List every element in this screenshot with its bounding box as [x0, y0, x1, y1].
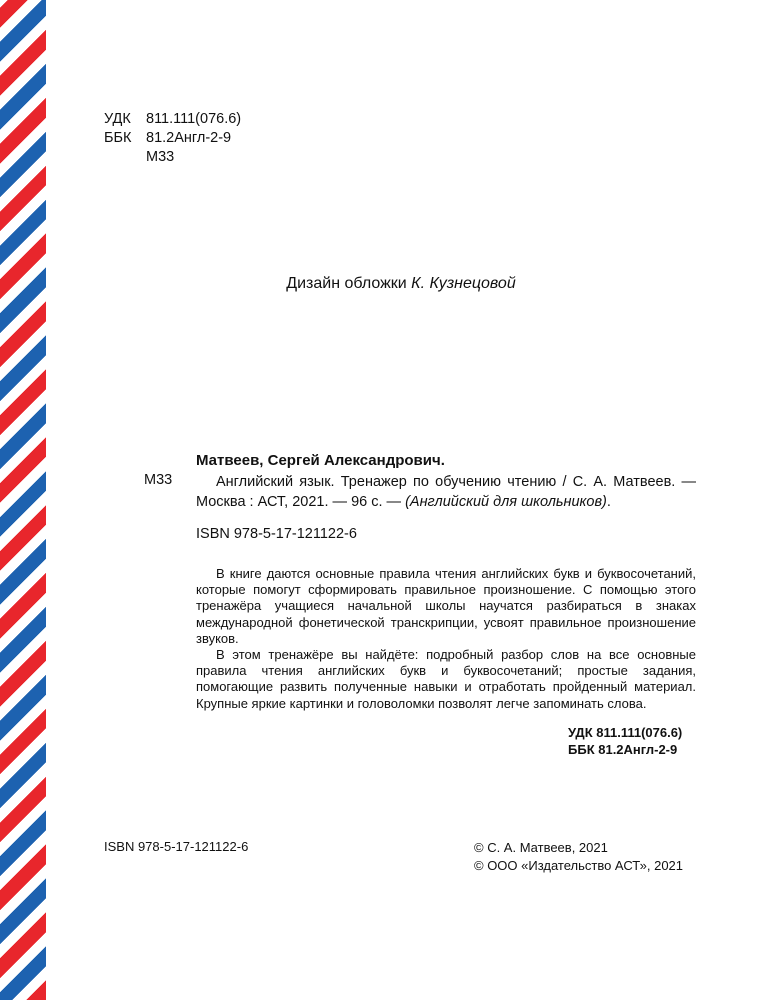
- cover-design-credit: Дизайн обложки К. Кузнецовой: [286, 275, 516, 292]
- bbk-label: ББК: [104, 130, 132, 146]
- record-isbn: ISBN 978-5-17-121122-6: [196, 526, 357, 542]
- author-mark: М33: [146, 149, 175, 165]
- annotation-paragraph-1: В книге даются основные правила чтения английских букв и буквосочетаний, которые помогут сформировать правильное произношение. С помощью этого тренажёра учащиеся начальной школы научатся разбираться в знаках международной фонетической транскрипции, усвоят правильное произношение звуков.: [196, 566, 696, 646]
- designer-name: К. Кузнецовой: [411, 275, 516, 292]
- udk-code: УДК 811.111(076.6): [568, 725, 683, 740]
- annotation-paragraph-2: В этом тренажёре вы найдёте: подробный разбор слов на все основные правила чтения английских букв и буквосочетаний; простые задания, помогающие развить полученные навыки и отработать пройденный материал. Крупные яркие картинки и головоломки позволят легче запоминать слова.: [196, 647, 696, 711]
- udk-value: 811.111(076.6): [146, 111, 242, 127]
- bib-line-1: Английский язык. Тренажер по обучению чтению / С. А. Матвеев. —: [216, 474, 696, 490]
- decorative-stripe-border: [0, 0, 46, 1000]
- bibliographic-description: [196, 472, 696, 512]
- record-author: Матвеев, Сергей Александрович.: [196, 452, 445, 469]
- classification-codes-footer: [496, 724, 696, 758]
- copyright-block: [474, 839, 683, 875]
- copyright-publisher: © ООО «Издательство АСТ», 2021: [474, 858, 684, 873]
- udk-label: УДК: [104, 111, 131, 127]
- classification-codes-header: [104, 110, 241, 167]
- bbk-code: ББК 81.2Англ-2-9: [568, 742, 678, 757]
- bib-line-2: Москва : АСТ, 2021. — 96 с. — (Английский для школьников).: [196, 494, 611, 510]
- copyright-author: © С. А. Матвеев, 2021: [474, 840, 608, 855]
- footer-isbn: ISBN 978-5-17-121122-6: [104, 839, 249, 854]
- annotation: [196, 566, 696, 712]
- series-title: (Английский для школьников): [405, 494, 607, 510]
- bbk-value: 81.2Англ-2-9: [146, 130, 232, 146]
- record-author-mark: М33: [144, 472, 173, 488]
